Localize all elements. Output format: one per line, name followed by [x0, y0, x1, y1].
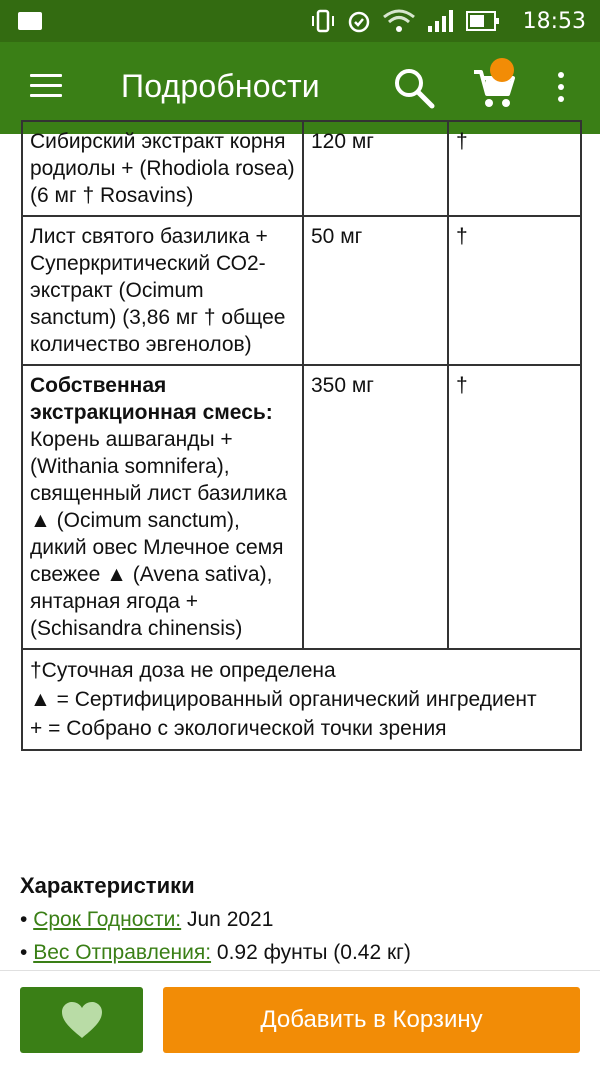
menu-icon[interactable]: [30, 74, 62, 100]
table-footnotes-row: [22, 649, 581, 750]
supplement-facts-table: [21, 120, 580, 751]
add-to-cart-button[interactable]: Добавить в Корзину: [163, 987, 580, 1053]
shipping-weight-value: 0.92 фунты (0.42 кг): [216, 941, 411, 964]
characteristics-title: Характеристики: [20, 873, 195, 898]
more-vert-icon[interactable]: [556, 72, 566, 106]
page-title: Подробности: [121, 68, 320, 104]
bullet: •: [20, 941, 28, 964]
cart-badge: [490, 58, 514, 82]
status-bar: [0, 0, 600, 42]
footnotes-cell: [22, 649, 581, 750]
ingredient-amount: 350 мг: [303, 365, 448, 649]
alarm-icon: [346, 8, 372, 34]
ingredient-blend-title: Собственная экстракционная смесь:: [30, 374, 273, 424]
vibrate-icon: [310, 8, 336, 34]
favorite-button[interactable]: [20, 987, 143, 1053]
characteristic-item: [20, 908, 273, 932]
ingredient-amount: 50 мг: [303, 216, 448, 365]
status-icons: [310, 8, 500, 34]
ingredient-dv: †: [448, 121, 581, 216]
table-row: [22, 121, 581, 216]
shipping-weight-link[interactable]: Вес Отправления:: [33, 941, 212, 964]
ingredient-amount: 120 мг: [303, 121, 448, 216]
battery-icon: [466, 10, 500, 32]
footnote: †Суточная доза не определена: [30, 659, 336, 682]
expiration-date-link[interactable]: Срок Годности:: [33, 908, 182, 931]
status-time: 18:53: [522, 9, 586, 34]
signal-icon: [426, 8, 456, 34]
characteristic-item: [20, 941, 411, 965]
ingredient-name: Лист святого базилика + Суперкритический СО2-экстракт (Ocimum sanctum) (3,86 мг † общее количество эвгенолов): [22, 216, 303, 365]
search-icon[interactable]: [392, 66, 436, 110]
notification-icon: [18, 12, 42, 30]
footnote: + = Собрано с экологической точки зрения: [30, 717, 447, 740]
ingredient-dv: †: [448, 216, 581, 365]
ingredient-name: Корень ашваганды + (Withania somnifera), священный лист базилика ▲ (Ocimum sanctum), дикий овес Млечное семя свежее ▲ (Avena sativa), янтарная ягода + (Schisandra chinensis): [30, 428, 287, 640]
bottom-action-bar: [0, 970, 600, 1067]
bullet: •: [20, 908, 28, 931]
wifi-icon: [382, 8, 416, 34]
table-row: [22, 365, 581, 649]
ingredient-dv: †: [448, 365, 581, 649]
ingredient-name: Сибирский экстракт корня родиолы + (Rhodiola rosea) (6 мг † Rosavins): [22, 121, 303, 216]
footnote: ▲ = Сертифицированный органический ингредиент: [30, 688, 537, 711]
ingredient-cell: [22, 365, 303, 649]
table-row: [22, 216, 581, 365]
heart-icon: [60, 1000, 104, 1040]
expiration-date-value: Jun 2021: [187, 908, 274, 931]
